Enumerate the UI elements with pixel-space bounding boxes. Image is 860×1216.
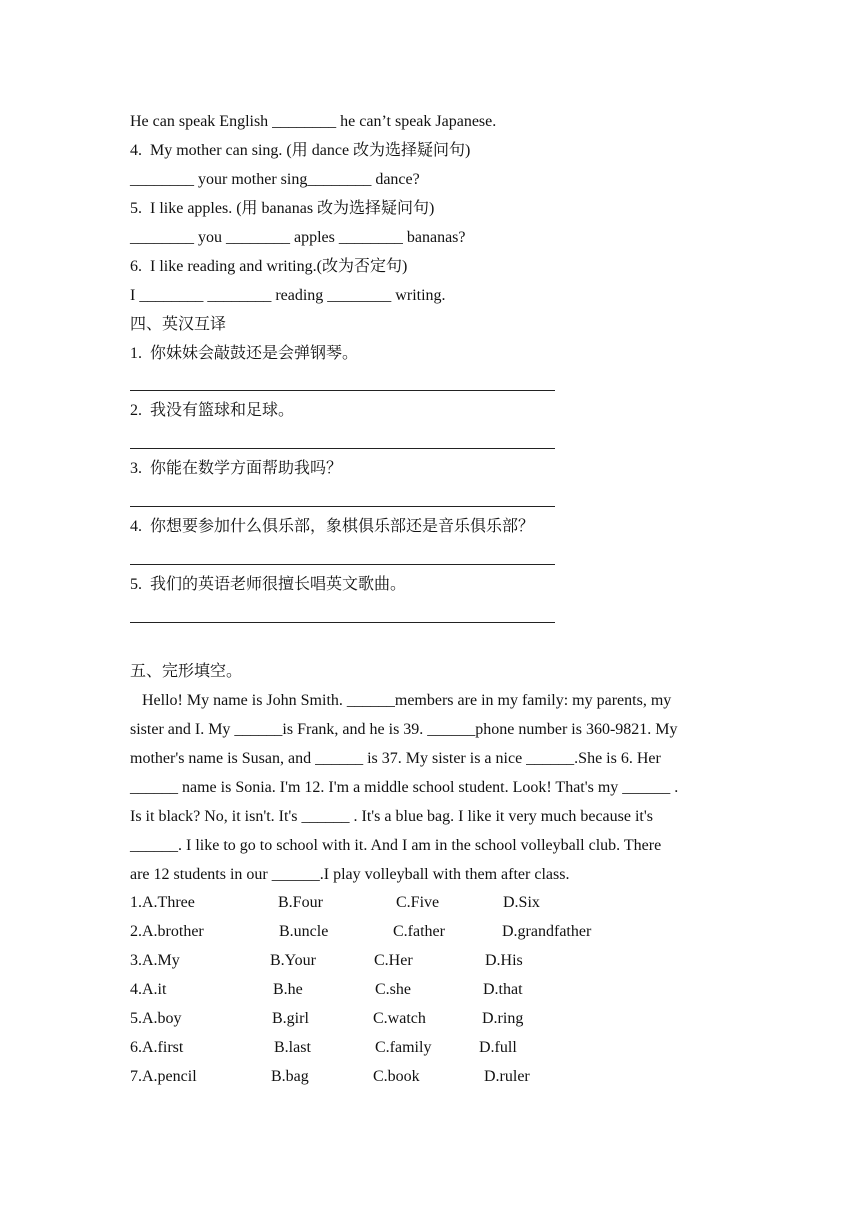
option-3b: B.Your (270, 952, 316, 969)
option-7b: B.bag (271, 1068, 309, 1085)
s3-line-1: He can speak English ________ he can’t speak Japanese. (130, 113, 497, 130)
s4-question-1: 1. 你妹妹会敲鼓还是会弹钢琴。 (130, 345, 359, 362)
option-6d: D.full (479, 1039, 517, 1056)
option-1d: D.Six (503, 894, 540, 911)
cloze-passage-line-5: Is it black? No, it isn't. It's ______ . It's a blue bag. I like it very much because it's (130, 808, 653, 825)
option-1c: C.Five (396, 894, 440, 911)
s4-answer-line-1[interactable] (130, 390, 555, 391)
cloze-passage-line-6: ______. I like to go to school with it. And I am in the school volleyball club. There (130, 837, 662, 854)
option-6b: B.last (274, 1039, 311, 1056)
option-4a: 4.A.it (130, 981, 167, 998)
s4-question-5: 5. 我们的英语老师很擅长唱英文歌曲。 (130, 576, 407, 593)
s3-answer-6: I ________ ________ reading ________ writing. (130, 287, 446, 304)
option-4b: B.he (273, 981, 303, 998)
option-2d: D.grandfather (502, 923, 592, 940)
s4-question-2: 2. 我没有篮球和足球。 (130, 402, 295, 419)
option-3d: D.His (485, 952, 523, 969)
cloze-passage-line-7: are 12 students in our ______.I play volleyball with them after class. (130, 866, 570, 883)
s3-answer-5: ________ you ________ apples ________ bananas? (130, 229, 466, 246)
s3-question-5: 5. I like apples. (用 bananas 改为选择疑问句) (130, 200, 435, 217)
option-7d: D.ruler (484, 1068, 530, 1085)
s4-answer-line-3[interactable] (130, 506, 555, 507)
s4-question-4: 4. 你想要参加什么俱乐部，象棋俱乐部还是音乐俱乐部？ (130, 518, 535, 535)
s3-question-6: 6. I like reading and writing.(改为否定句) (130, 258, 408, 275)
section-4-heading: 四、英汉互译 (130, 316, 227, 333)
s3-question-4: 4. My mother can sing. (用 dance 改为选择疑问句) (130, 142, 471, 159)
cloze-passage-line-1: Hello! My name is John Smith. ______members are in my family: my parents, my (130, 692, 672, 709)
option-6a: 6.A.first (130, 1039, 184, 1056)
section-5-heading: 五、完形填空。 (130, 663, 243, 680)
option-5b: B.girl (272, 1010, 309, 1027)
option-4c: C.she (375, 981, 411, 998)
option-2b: B.uncle (279, 923, 329, 940)
cloze-passage-line-2: sister and I. My ______is Frank, and he is 39. ______phone number is 360-9821. My (130, 721, 678, 738)
option-5a: 5.A.boy (130, 1010, 182, 1027)
s4-answer-line-2[interactable] (130, 448, 555, 449)
cloze-passage-line-3: mother's name is Susan, and ______ is 37. My sister is a nice ______.She is 6. Her (130, 750, 661, 767)
option-7c: C.book (373, 1068, 420, 1085)
s3-answer-4: ________ your mother sing________ dance? (130, 171, 420, 188)
option-5c: C.watch (373, 1010, 426, 1027)
s4-answer-line-4[interactable] (130, 564, 555, 565)
option-2a: 2.A.brother (130, 923, 204, 940)
option-4d: D.that (483, 981, 523, 998)
s4-answer-line-5[interactable] (130, 622, 555, 623)
option-5d: D.ring (482, 1010, 524, 1027)
option-6c: C.family (375, 1039, 432, 1056)
option-3a: 3.A.My (130, 952, 180, 969)
option-3c: C.Her (374, 952, 413, 969)
option-7a: 7.A.pencil (130, 1068, 197, 1085)
option-2c: C.father (393, 923, 445, 940)
option-1b: B.Four (278, 894, 323, 911)
option-1a: 1.A.Three (130, 894, 195, 911)
cloze-passage-line-4: ______ name is Sonia. I'm 12. I'm a middle school student. Look! That's my ______ . (130, 779, 679, 796)
s4-question-3: 3. 你能在数学方面帮助我吗？ (130, 460, 343, 477)
